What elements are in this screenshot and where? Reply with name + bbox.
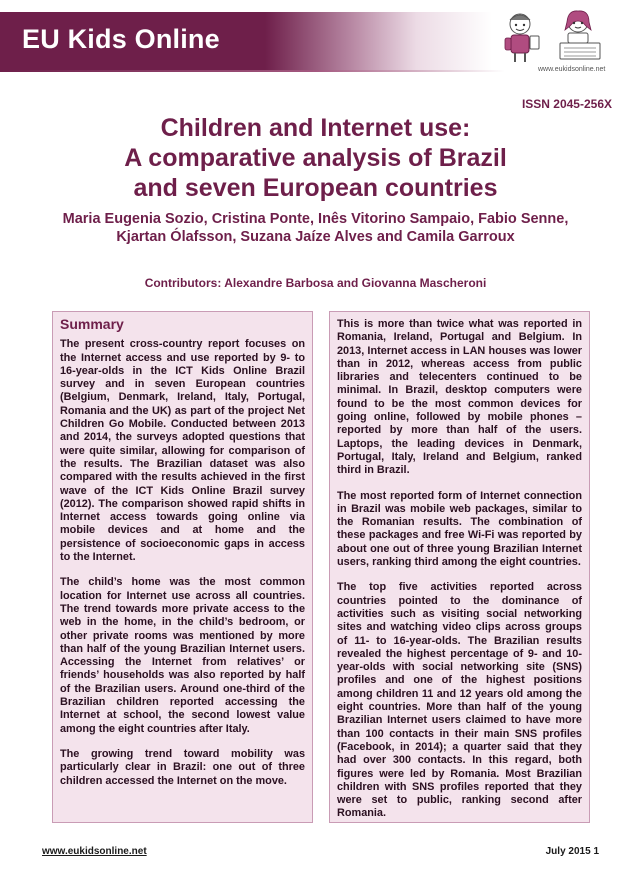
summary-box-left xyxy=(52,311,313,823)
boy-figure-icon xyxy=(505,14,539,62)
authors-line: Kjartan Ólafsson, Suzana Jaíze Alves and Camila Garroux xyxy=(116,229,515,245)
summary-paragraph: The present cross-country report focuses on the Internet access and use reported by 9- to 16-year-olds in the ICT Kids Online Brazil survey and in seven European countries (Belgium, Denmark, Ireland, Italy, Portugal, Romania and the UK) as part of the project Net Children Go Mobile. Conducted between 2013 and 2014, the surveys adopted questions that were quite similar, allowing for comparison of the results. The Brazilian dataset was also compared with the results achieved in the first wave of the ICT Kids Online Brazil survey (2012). The comparison showed rapid shifts in Internet access towards going online via mobile devices and at home and the persistence of socioeconomic gaps in access to the Internet. xyxy=(60,338,305,564)
girl-figure-icon xyxy=(560,11,600,59)
summary-paragraph: The top five activities reported across countries pointed to the dominance of activities such as visiting social networking sites and watching video clips across groups of 11- to 16-year-olds. The Brazilian results revealed the highest percentage of 9- and 10-year-olds with social networking site (SNS) profiles and one of the highest positions among children 11 and 12 years old among the eight countries. More than half of the young Brazilian Internet users claimed to have more than 100 contacts in their main SNS profiles (Facebook, in 2014); a quarter said that they had over 300 contacts. In this regard, both figures were led by Romania. Most Brazilian children with SNS profiles reported that they were set to public, ranking second after Romania. xyxy=(337,581,582,820)
footer-date-page: July 2015 1 xyxy=(545,846,599,857)
header-bar-underline xyxy=(0,70,631,72)
document-title xyxy=(30,113,601,203)
summary-heading: Summary xyxy=(60,316,124,332)
title-line: Children and Internet use: xyxy=(160,114,471,142)
title-line: A comparative analysis of Brazil xyxy=(124,144,507,172)
authors-line: Maria Eugenia Sozio, Cristina Ponte, Inês Vitorino Sampaio, Fabio Senne, xyxy=(62,211,569,227)
authors xyxy=(30,210,601,246)
kids-logo-icon xyxy=(498,10,618,68)
summary-paragraph: This is more than twice what was reported in Romania, Ireland, Portugal and Belgium. In 2013, Internet access in LAN houses was lower than in 2012, whereas access from public libraries and telecenters continued to be minimal. In Brazil, desktop computers were found to be the most common devices for going online, followed by mobile phones – reported by more than half of the users. Laptops, the leading devices in Denmark, Portugal, Italy, Ireland and Belgium, ranked third in Brazil. xyxy=(337,318,582,477)
contributors: Contributors: Alexandre Barbosa and Giovanna Mascheroni xyxy=(144,276,487,290)
title-line: and seven European countries xyxy=(133,174,498,202)
summary-paragraph: The growing trend toward mobility was particularly clear in Brazil: one out of three children accessed the Internet on the move. xyxy=(60,747,305,787)
logo-url: www.eukidsonline.net xyxy=(538,66,606,73)
summary-paragraph: The child’s home was the most common location for Internet use across all countries. The trend towards more private access to the web in the home, in the child’s bedroom, or other private rooms was mentioned by more than half of the young Brazilian Internet users. Accessing the Internet from relatives’ or friends’ households was also reported by half of the Brazilian users. Around one-third of the Brazilian children reported accessing the Internet at school, the second lowest value among the eight countries after Italy. xyxy=(60,576,305,735)
brand-title: EU Kids Online xyxy=(22,24,220,54)
footer-website-link[interactable]: www.eukidsonline.net xyxy=(42,846,147,857)
issn-number: ISSN 2045-256X xyxy=(521,97,612,111)
summary-box-right xyxy=(329,311,590,823)
summary-paragraph: The most reported form of Internet connection in Brazil was mobile web packages, similar to the Romanian results. The combination of these packages and free Wi-Fi was reported by about one out of three young Brazilian Internet users, ranking third among the eight countries. xyxy=(337,489,582,569)
